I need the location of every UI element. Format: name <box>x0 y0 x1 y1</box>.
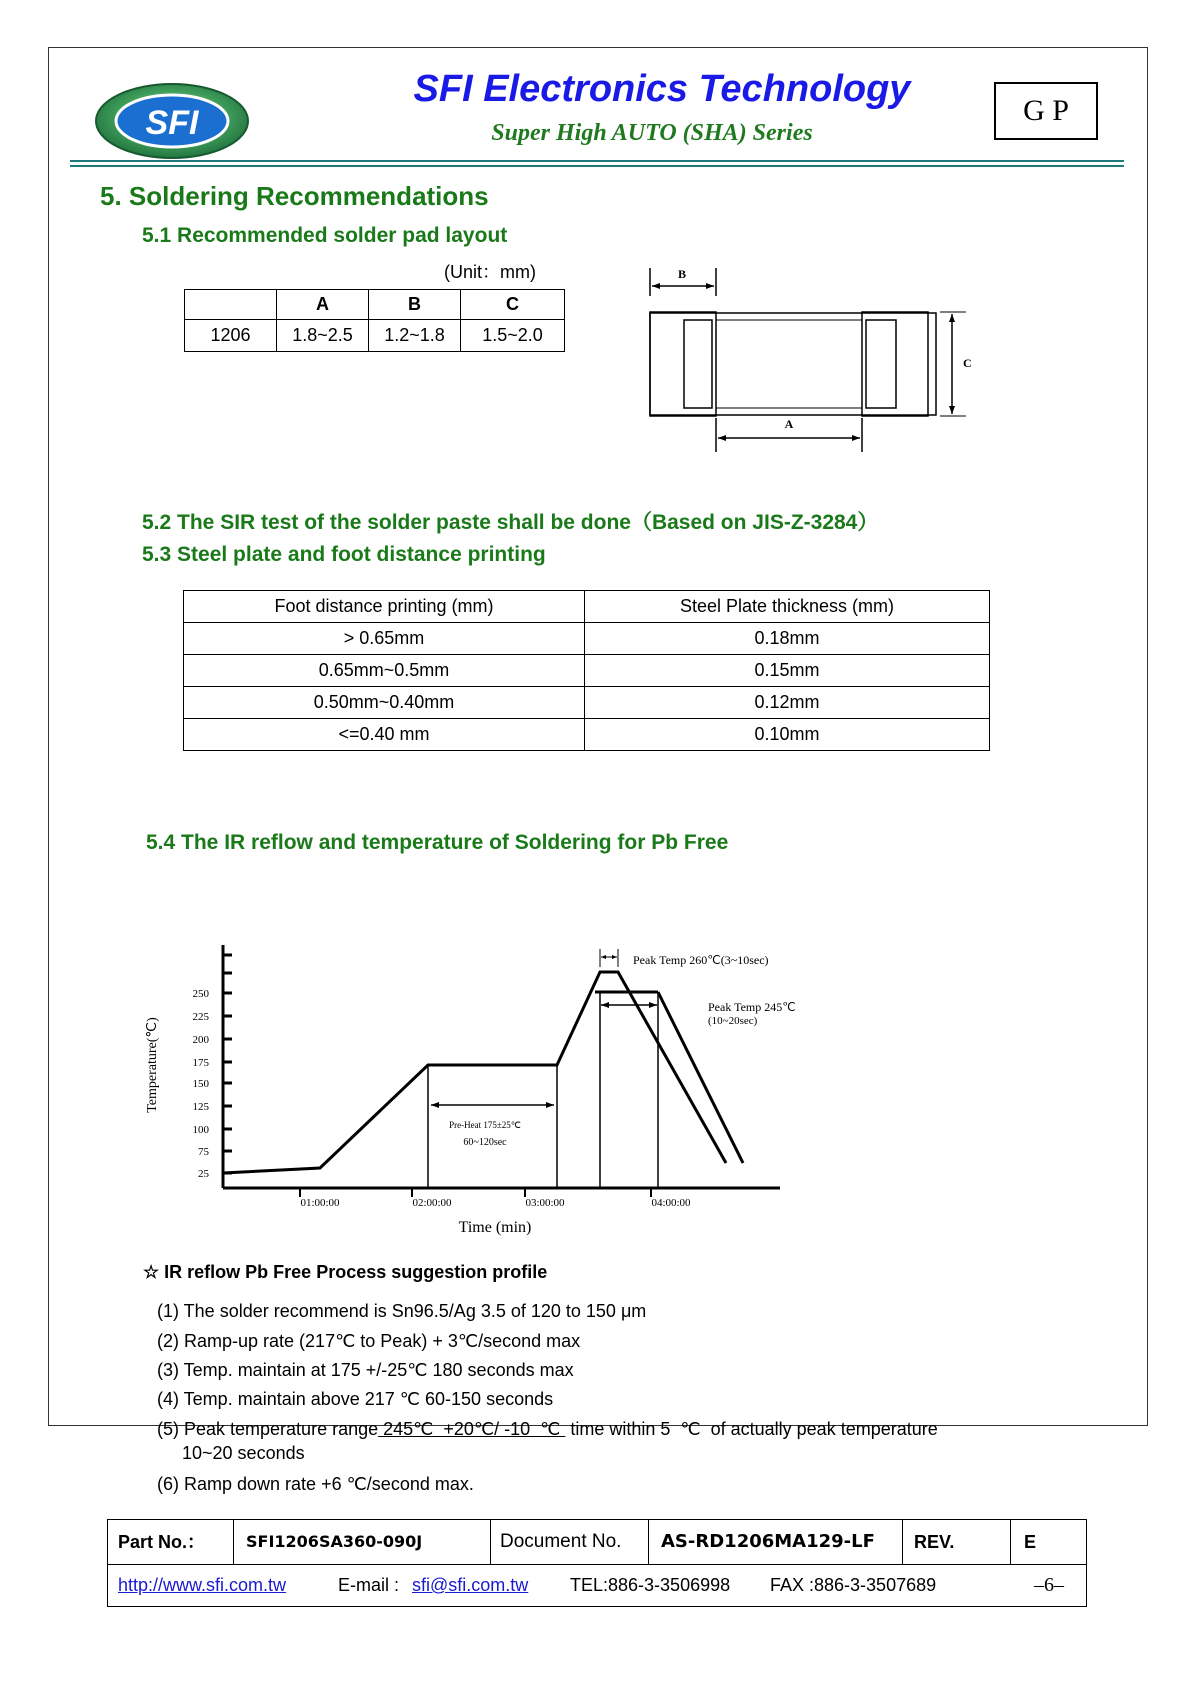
table-cell: 0.10mm <box>585 719 990 751</box>
pad-header-b: B <box>369 290 461 320</box>
part-value: SFI1206SA360-090J <box>246 1532 423 1551</box>
y-tick-label: 75 <box>198 1146 209 1158</box>
divider <box>490 1520 491 1564</box>
pad-header-a: A <box>277 290 369 320</box>
y-tick-label: 175 <box>192 1057 209 1069</box>
pad-layout-diagram <box>636 258 976 463</box>
item5-prefix: (5) Peak temperature range <box>157 1419 379 1439</box>
page-number: –6– <box>1034 1574 1064 1596</box>
table-cell: 0.12mm <box>585 687 990 719</box>
x-tick-label: 04:00:00 <box>651 1197 691 1209</box>
logo-text: SFI <box>145 104 199 142</box>
arrowhead <box>612 955 617 959</box>
pad-cell-size: 1206 <box>185 320 277 352</box>
arrowhead <box>649 1002 657 1008</box>
sfi-logo <box>94 82 250 160</box>
x-tick-label: 02:00:00 <box>412 1197 452 1209</box>
table-cell: 0.65mm~0.5mm <box>184 655 585 687</box>
subsection-5-4-title: 5.4 The IR reflow and temperature of Soldering for Pb Free <box>146 831 729 854</box>
doc-label: Document No. <box>500 1531 622 1552</box>
subsection-5-2-title: 5.2 The SIR test of the solder paste shall be done（Based on JIS-Z-3284） <box>142 511 879 534</box>
x-tick-label: 01:00:00 <box>300 1197 340 1209</box>
steel-plate-table <box>183 590 990 751</box>
footer-row-1 <box>108 1520 1086 1565</box>
gp-badge: G P <box>994 82 1098 140</box>
footer-row-2 <box>108 1565 1086 1605</box>
table-cell: 0.50mm~0.40mm <box>184 687 585 719</box>
table-cell: > 0.65mm <box>184 623 585 655</box>
pad-header-c: C <box>461 290 565 320</box>
peak245-label-1: Peak Temp 245℃ <box>708 1000 796 1014</box>
pad-header-blank <box>185 290 277 320</box>
arrowhead <box>601 955 606 959</box>
header-divider-2 <box>70 165 1124 167</box>
item5-underlined: 245℃ +20℃/ -10 ℃ <box>378 1419 566 1439</box>
peak245-label-2: (10~20sec) <box>708 1015 758 1027</box>
divider <box>233 1520 234 1564</box>
rev-value: E <box>1024 1532 1037 1552</box>
pad-cell-b: 1.2~1.8 <box>369 320 461 352</box>
subsection-5-3-title: 5.3 Steel plate and foot distance printing <box>142 543 546 566</box>
reflow-chart <box>140 905 860 1245</box>
item5-suffix: time within 5 ℃ of actually peak temperature <box>565 1419 938 1439</box>
profile-item-3: (3) Temp. maintain at 175 +/-25℃ 180 seconds max <box>157 1360 574 1380</box>
series-name: Super High AUTO (SHA) Series <box>491 120 813 146</box>
x-tick-label: 03:00:00 <box>525 1197 565 1209</box>
profile-item-2: (2) Ramp-up rate (217℃ to Peak) + 3℃/second max <box>157 1331 581 1351</box>
arrowhead <box>431 1102 439 1108</box>
doc-value: AS-RD1206MA129-LF <box>661 1531 875 1552</box>
divider <box>648 1520 649 1564</box>
profile-item-5-line2: 10~20 seconds <box>182 1443 305 1463</box>
subsection-5-1-title: 5.1 Recommended solder pad layout <box>142 224 508 247</box>
fax-text: FAX :886-3-3507689 <box>770 1575 937 1595</box>
pad-cell-c: 1.5~2.0 <box>461 320 565 352</box>
y-tick-label: 100 <box>192 1124 209 1136</box>
x-axis-label: Time (min) <box>458 1219 532 1236</box>
profile-item-5 <box>157 1419 938 1440</box>
preheat-label-2: 60~120sec <box>463 1137 507 1148</box>
y-tick-label: 150 <box>192 1078 209 1090</box>
arrowhead <box>546 1102 554 1108</box>
profile-item-6: (6) Ramp down rate +6 ℃/second max. <box>157 1474 474 1494</box>
tel-text: TEL:886-3-3506998 <box>570 1575 731 1595</box>
profile-item-4: (4) Temp. maintain above 217 ℃ 60-150 seconds <box>157 1389 554 1409</box>
pad-layout-table <box>184 289 565 352</box>
profile-title <box>143 1262 547 1283</box>
divider <box>902 1520 903 1564</box>
profile-title-text: IR reflow Pb Free Process suggestion profile <box>164 1262 548 1282</box>
website-link[interactable]: http://www.sfi.com.tw <box>118 1575 287 1595</box>
y-tick-label: 125 <box>192 1101 209 1113</box>
arrowhead <box>601 1002 609 1008</box>
section-title: 5. Soldering Recommendations <box>100 181 489 211</box>
table-cell: 0.18mm <box>585 623 990 655</box>
profile-item-1: (1) The solder recommend is Sn96.5/Ag 3.5 of 120 to 150 μm <box>157 1301 647 1321</box>
part-label: Part No.： <box>118 1532 206 1552</box>
pad-cell-a: 1.8~2.5 <box>277 320 369 352</box>
rev-label: REV. <box>914 1532 955 1552</box>
y-tick-label: 25 <box>198 1168 209 1180</box>
dim-b-label: B <box>677 267 687 281</box>
y-axis-label: Temperature(℃) <box>145 1017 160 1113</box>
steel-header-thickness: Steel Plate thickness (mm) <box>585 591 990 623</box>
steel-header-foot: Foot distance printing (mm) <box>184 591 585 623</box>
footer-box <box>107 1519 1087 1607</box>
dim-a-label: A <box>784 417 794 431</box>
unit-label: (Unit：mm) <box>444 262 536 282</box>
star-icon: ☆ <box>143 1262 160 1282</box>
company-name: SFI Electronics Technology <box>413 68 911 110</box>
table-cell: <=0.40 mm <box>184 719 585 751</box>
divider <box>1010 1520 1011 1564</box>
y-tick-label: 250 <box>192 988 209 1000</box>
email-label: E-mail : <box>338 1575 400 1595</box>
email-link[interactable]: sfi@sfi.com.tw <box>412 1575 529 1595</box>
preheat-label-1: Pre-Heat 175±25℃ <box>449 1120 521 1130</box>
y-tick-label: 225 <box>192 1011 209 1023</box>
table-cell: 0.15mm <box>585 655 990 687</box>
peak260-label: Peak Temp 260℃(3~10sec) <box>633 953 769 967</box>
y-tick-label: 200 <box>192 1034 209 1046</box>
header-divider <box>70 160 1124 162</box>
dim-c-label: C <box>963 356 972 370</box>
